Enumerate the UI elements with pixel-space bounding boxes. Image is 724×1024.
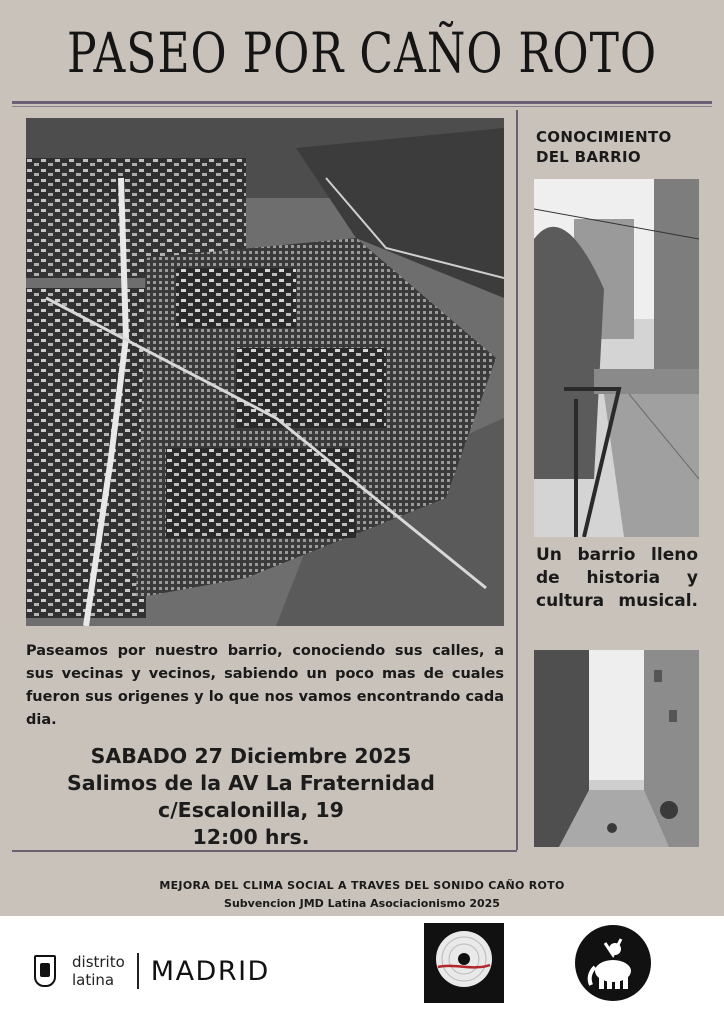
elephant-rider-logo <box>575 925 651 1001</box>
project-name: MEJORA DEL CLIMA SOCIAL A TRAVES DEL SONIDO CAÑO ROTO <box>159 879 565 892</box>
aerial-neighborhood-photo <box>26 118 504 626</box>
title-divider <box>12 101 712 104</box>
event-date: SABADO 27 Diciembre 2025 <box>90 744 412 768</box>
district-label <box>72 953 125 989</box>
street-stairs-photo <box>534 179 699 537</box>
section-heading-line1: CONOCIMIENTO <box>536 128 672 146</box>
district-label-line2: latina <box>72 971 115 989</box>
district-label-line1: distrito <box>72 953 125 971</box>
title-divider-thin <box>12 106 712 107</box>
column-divider <box>516 110 518 850</box>
event-address: c/Escalonilla, 19 <box>158 798 344 822</box>
walk-description: Paseamos por nuestro barrio, conociendo sus calles, a sus vecinas y vecinos, sabiendo un poco mas de cuales fueron sus origenes y lo que nos vamos encontrando cada dia. <box>26 643 504 728</box>
madrid-crest-icon <box>34 955 56 987</box>
alley-photo <box>534 650 699 847</box>
city-label: MADRID <box>150 955 270 987</box>
event-details <box>26 743 476 851</box>
funding-note: Subvencion JMD Latina Asociacionismo 2025 <box>224 897 500 910</box>
sidebar-caption: Un barrio lleno de historia y cultura musical. <box>536 545 698 611</box>
logo-separator <box>137 953 139 989</box>
poster-title: PASEO POR CAÑO ROTO <box>66 22 658 86</box>
section-heading <box>536 127 672 167</box>
event-meeting-point: Salimos de la AV La Fraternidad <box>67 771 435 795</box>
madrid-latina-logo <box>34 953 270 989</box>
section-heading-line2: DEL BARRIO <box>536 148 641 166</box>
vinyl-record-logo <box>424 923 504 1003</box>
event-time: 12:00 hrs. <box>192 825 310 849</box>
